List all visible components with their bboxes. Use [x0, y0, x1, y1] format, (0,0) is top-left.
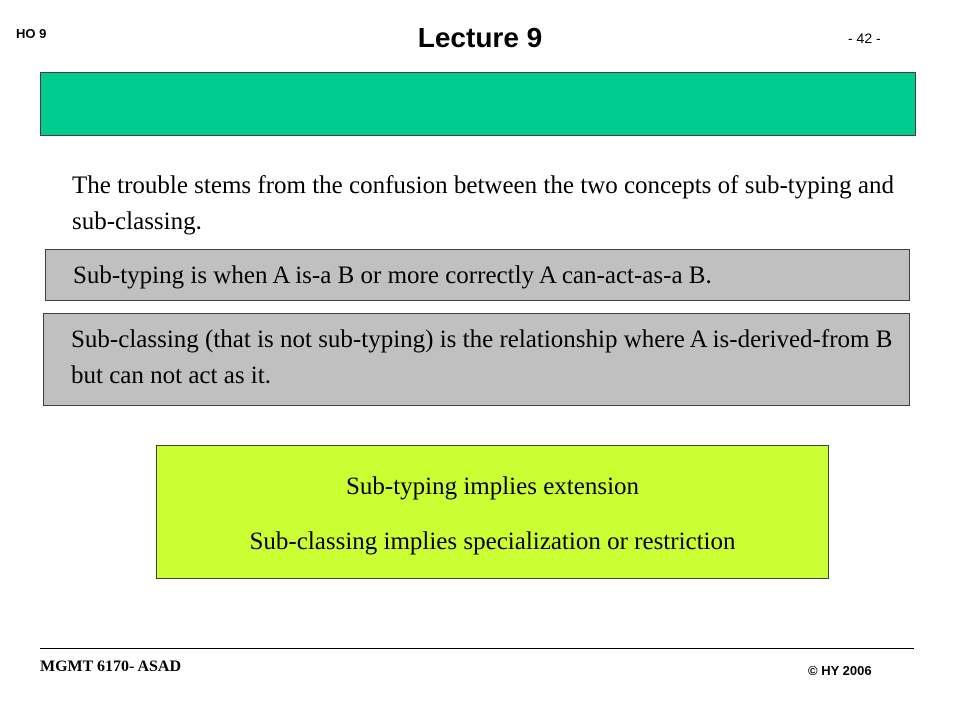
- handout-label: HO 9: [16, 26, 47, 41]
- footer-divider: [40, 648, 914, 649]
- subclassing-definition-text: Sub-classing (that is not sub-typing) is the relationship where A is-derived-from B but can not act as it.: [71, 326, 893, 389]
- summary-box: [156, 445, 829, 579]
- title-banner: [40, 72, 916, 136]
- copyright-notice: © HY 2006: [808, 663, 872, 678]
- subclassing-definition-box: [43, 313, 910, 406]
- summary-line-subclassing: Sub-classing implies specialization or restriction: [249, 528, 736, 555]
- page-number: - 42 -: [848, 30, 881, 46]
- subtyping-definition-text: Sub-typing is when A is-a B or more correctly A can-act-as-a B.: [73, 262, 712, 289]
- summary-line-subtyping: Sub-typing implies extension: [345, 473, 640, 500]
- subtyping-definition-box: [45, 249, 910, 301]
- course-code: MGMT 6170- ASAD: [40, 658, 182, 675]
- intro-paragraph: The trouble stems from the confusion between the two concepts of sub-typing and sub-classing.: [72, 172, 895, 235]
- slide-title: Lecture 9: [417, 22, 543, 53]
